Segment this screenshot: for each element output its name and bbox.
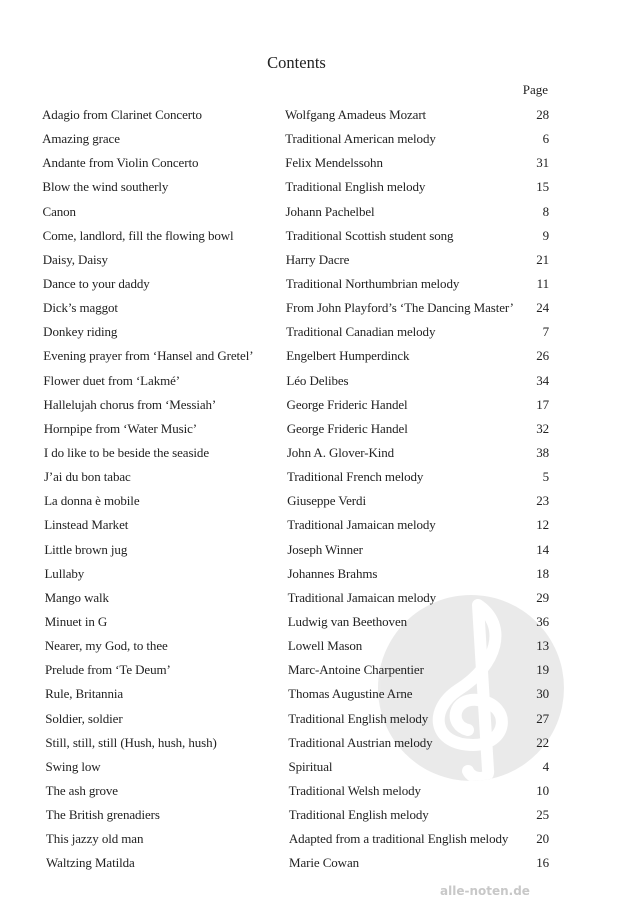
contents-entry	[43, 275, 554, 299]
watermark-text: alle-noten.de	[440, 884, 530, 898]
entry-title: Evening prayer from ‘Hansel and Gretel’	[43, 348, 254, 364]
contents-entry	[43, 372, 554, 396]
contents-entry	[44, 420, 554, 444]
entry-composer: Traditional English melody	[288, 710, 429, 726]
entry-page: 7	[542, 324, 549, 340]
entry-composer: Harry Dacre	[285, 251, 350, 267]
entry-composer: George Frideric Handel	[286, 420, 408, 436]
entry-composer: Traditional Welsh melody	[288, 782, 421, 798]
entry-composer: Traditional Canadian melody	[286, 324, 436, 340]
entry-title: Hornpipe from ‘Water Music’	[43, 420, 197, 436]
contents-entry	[44, 396, 554, 420]
entry-page: 9	[542, 227, 549, 243]
entry-composer: Marc-Antoine Charpentier	[287, 662, 424, 678]
entry-composer: Johann Pachelbel	[285, 203, 375, 219]
entry-composer: John A. Glover-Kind	[286, 444, 395, 460]
entry-composer: Spiritual	[288, 758, 333, 774]
contents-entry	[45, 613, 554, 637]
contents-entry	[44, 541, 554, 565]
entry-page: 36	[536, 613, 549, 629]
entry-page: 11	[536, 275, 549, 291]
entry-title: Minuet in G	[44, 613, 108, 629]
entry-page: 17	[536, 396, 549, 412]
contents-list	[42, 106, 554, 879]
contents-entry	[46, 782, 554, 806]
contents-entry	[42, 154, 554, 178]
page-title: Contents	[267, 53, 326, 72]
entry-page: 13	[536, 638, 549, 654]
entry-title: Adagio from Clarinet Concerto	[42, 107, 202, 122]
entry-title: Linstead Market	[44, 517, 129, 533]
entry-page: 30	[536, 686, 549, 702]
entry-title: Still, still, still (Hush, hush, hush)	[45, 734, 217, 750]
page-column-header: Page	[522, 82, 548, 97]
contents-entry	[45, 589, 554, 613]
entry-title: Flower duet from ‘Lakmé’	[43, 372, 181, 388]
entry-page: 19	[536, 662, 549, 678]
entry-page: 34	[536, 372, 549, 388]
entry-title: Mango walk	[44, 589, 109, 605]
entry-page: 31	[536, 155, 549, 171]
entry-composer: Marie Cowan	[289, 855, 360, 871]
entry-composer: Traditional American melody	[285, 131, 436, 147]
entry-title: Prelude from ‘Te Deum’	[44, 662, 171, 678]
contents-entry	[46, 830, 554, 854]
entry-title: Canon	[42, 203, 76, 219]
entry-composer: Johannes Brahms	[287, 565, 378, 581]
entry-title: The British grenadiers	[45, 807, 160, 823]
entry-composer: Giuseppe Verdi	[287, 493, 366, 509]
entry-page: 26	[536, 348, 549, 364]
entry-title: Hallelujah chorus from ‘Messiah’	[43, 396, 217, 412]
entry-title: Donkey riding	[43, 324, 118, 340]
contents-entry	[42, 178, 554, 202]
entry-title: Daisy, Daisy	[42, 251, 108, 267]
entry-title: Waltzing Matilda	[46, 855, 135, 871]
entry-page: 14	[536, 541, 549, 557]
entry-composer: Traditional Jamaican melody	[287, 517, 436, 533]
entry-composer: Traditional Jamaican melody	[287, 589, 437, 605]
entry-composer: Engelbert Humperdinck	[286, 348, 410, 364]
contents-entry	[43, 347, 554, 371]
entry-composer: Traditional English melody	[285, 179, 426, 195]
entry-page: 18	[536, 565, 549, 581]
entry-composer: Traditional Northumbrian melody	[285, 275, 460, 291]
entry-title: The ash grove	[45, 782, 118, 798]
contents-entry	[43, 251, 554, 275]
entry-title: I do like to be beside the seaside	[43, 444, 210, 460]
entry-title: This jazzy old man	[45, 831, 144, 847]
entry-page: 6	[542, 131, 549, 147]
entry-composer: Joseph Winner	[287, 541, 363, 557]
entry-composer: Traditional French melody	[286, 469, 424, 485]
entry-composer: From John Playford’s ‘The Dancing Master’	[286, 300, 514, 316]
entry-page: 21	[536, 251, 549, 267]
entry-title: Come, landlord, fill the flowing bowl	[42, 227, 234, 243]
contents-entry	[46, 758, 555, 782]
contents-entry	[46, 854, 554, 878]
entry-page: 27	[536, 710, 549, 726]
entry-title: Blow the wind southerly	[42, 179, 169, 195]
entry-page: 22	[536, 734, 549, 750]
entry-title: J’ai du bon tabac	[43, 469, 131, 485]
entry-page: 8	[542, 203, 549, 219]
entry-page: 25	[536, 807, 549, 823]
entry-title: La donna è mobile	[44, 493, 140, 509]
contents-entry	[43, 323, 554, 347]
contents-entry	[43, 227, 554, 251]
entry-title: Little brown jug	[44, 541, 128, 557]
entry-composer: George Frideric Handel	[286, 396, 408, 412]
entry-composer: Traditional English melody	[288, 807, 429, 823]
contents-entry	[45, 661, 554, 685]
entry-title: Soldier, soldier	[45, 710, 123, 726]
entry-page: 29	[536, 589, 549, 605]
contents-entry	[44, 444, 554, 468]
contents-entry	[43, 299, 554, 323]
entry-page: 24	[536, 300, 549, 316]
entry-title: Lullaby	[44, 565, 85, 581]
entry-title: Andante from Violin Concerto	[42, 155, 199, 171]
entry-page: 20	[536, 831, 549, 847]
entry-page: 12	[536, 517, 549, 533]
entry-composer: Léo Delibes	[286, 372, 349, 388]
entry-page: 32	[536, 420, 549, 436]
entry-page: 38	[536, 444, 549, 460]
entry-page: 16	[536, 855, 549, 871]
contents-entry	[44, 468, 554, 492]
contents-entry	[42, 130, 554, 154]
entry-composer: Ludwig van Beethoven	[287, 613, 408, 629]
entry-composer: Thomas Augustine Arne	[288, 686, 413, 702]
entry-composer: Felix Mendelssohn	[285, 155, 383, 171]
contents-entry	[45, 637, 554, 661]
entry-title: Amazing grace	[42, 131, 120, 147]
contents-entry	[45, 710, 554, 734]
entry-composer: Lowell Mason	[287, 638, 363, 654]
entry-page: 5	[542, 469, 549, 485]
entry-title: Dance to your daddy	[42, 275, 150, 291]
entry-composer: Traditional Scottish student song	[285, 227, 454, 243]
contents-entry	[45, 734, 554, 758]
entry-title: Nearer, my God, to thee	[44, 638, 168, 654]
entry-page: 23	[536, 493, 549, 509]
entry-page: 28	[536, 107, 549, 122]
entry-page: 4	[542, 758, 549, 774]
contents-entry	[44, 492, 554, 516]
contents-entry	[44, 516, 554, 540]
entry-page: 10	[536, 782, 549, 798]
entry-title: Swing low	[45, 758, 101, 774]
entry-title: Rule, Britannia	[45, 686, 124, 702]
contents-entry	[43, 203, 554, 227]
entry-composer: Adapted from a traditional English melody	[288, 831, 509, 847]
contents-entry	[46, 806, 554, 830]
entry-composer: Traditional Austrian melody	[288, 734, 433, 750]
contents-entry	[44, 565, 554, 589]
entry-composer: Wolfgang Amadeus Mozart	[285, 107, 427, 122]
entry-title: Dick’s maggot	[43, 300, 118, 316]
contents-entry	[42, 106, 554, 130]
contents-entry	[45, 685, 554, 709]
entry-page: 15	[536, 179, 549, 195]
